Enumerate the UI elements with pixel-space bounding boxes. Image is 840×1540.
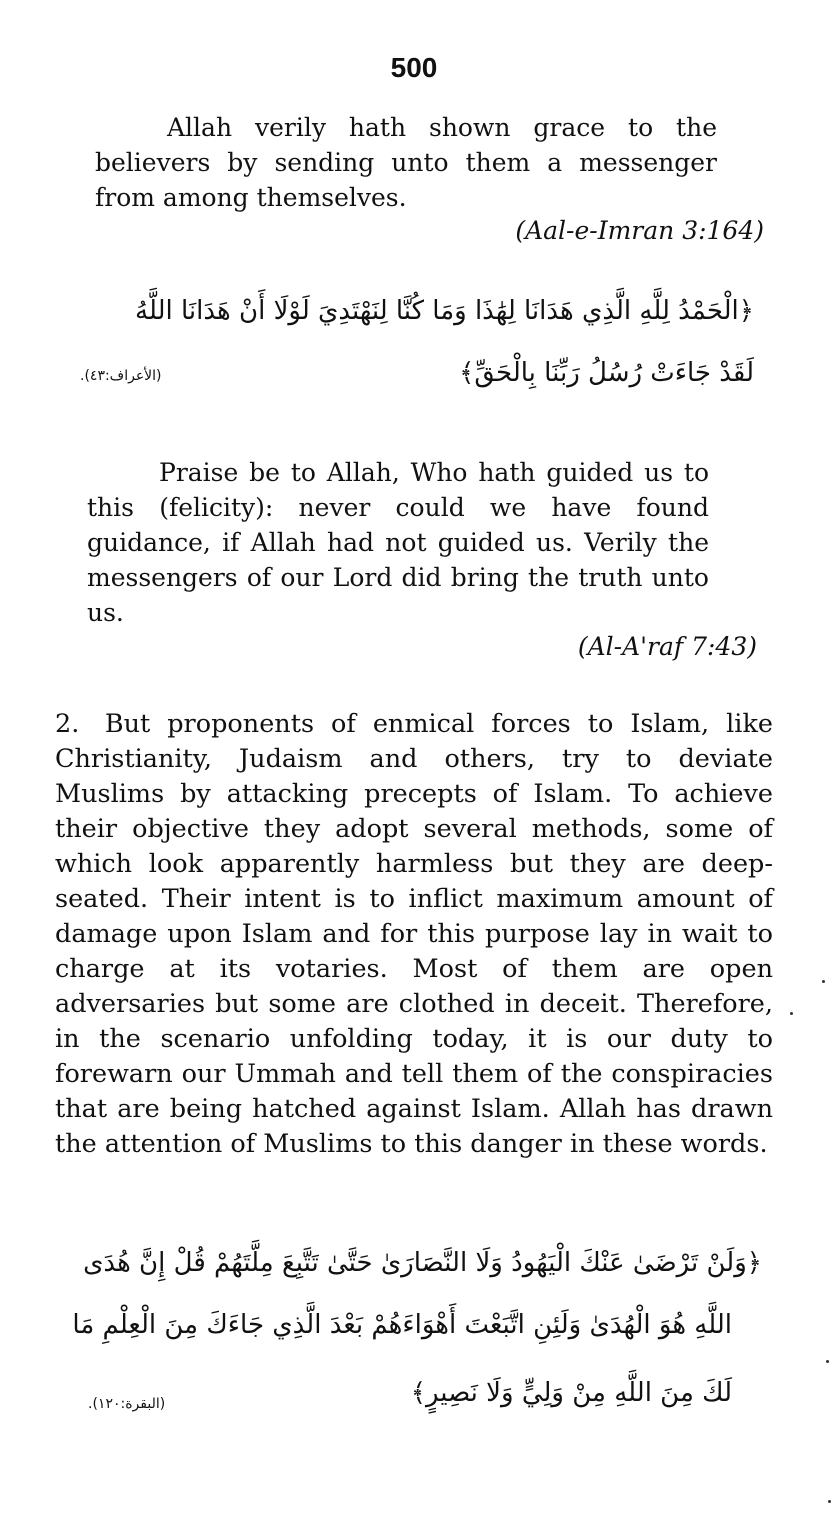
arabic-verse-al-baqarah-line3: لَكَ مِنَ اللَّهِ مِنْ وَلِيٍّ وَلَا نَصِيرٍ﴾	[410, 1378, 732, 1408]
arabic-verse-al-araf-line2: لَقَدْ جَاءَتْ رُسُلُ رَبِّنَا بِالْحَقِّ﴾	[459, 358, 754, 388]
arabic-verse-al-baqarah-line2: اللَّهِ هُوَ الْهُدَىٰ وَلَئِنِ اتَّبَعْتَ أَهْوَاءَهُمْ بَعْدَ الَّذِي جَاءَكَ مِنَ الْعِلْمِ مَا	[72, 1310, 732, 1340]
body-paragraph-2: 2. But proponents of enmical forces to Islam, like Christianity, Judaism and others, try to deviate Muslims by attacking precepts of Islam. To achieve their objective they adopt several methods, some of which look apparently harmless but they are deep-seated. Their intent is to inflict maximum amount of damage upon Islam and for this purpose lay in wait to charge at its votaries. Most of them are open adversaries but some are clothed in deceit. Therefore, in the scenario unfolding today, it is our duty to forewarn our Ummah and tell them of the conspiracies that are being hatched against Islam. Allah has drawn the attention of Muslims to this danger in these words.	[55, 709, 773, 1159]
verse-translation-aal-e-imran: Allah verily hath shown grace to the believers by sending unto them a messenger from among themselves.	[95, 113, 717, 212]
scan-speck	[828, 1500, 831, 1503]
page-number: 500	[390, 52, 438, 83]
scan-speck	[822, 980, 825, 983]
scan-speck	[826, 1360, 829, 1363]
arabic-reference-al-araf: (الأعراف:٤٣).	[80, 368, 162, 384]
scan-speck	[790, 1012, 793, 1015]
arabic-verse-al-baqarah-line1: ﴿وَلَنْ تَرْضَىٰ عَنْكَ الْيَهُودُ وَلَا النَّصَارَىٰ حَتَّىٰ تَتَّبِعَ مِلَّتَهُمْ قُلْ إِنَّ هُدَى	[83, 1248, 762, 1278]
citation-aal-e-imran: (Aal-e-Imran 3:164)	[515, 216, 764, 245]
verse-translation-al-araf: Praise be to Allah, Who hath guided us to this (felicity): never could we have found guidance, if Allah had not guided us. Verily the messengers of our Lord did bring the truth unto us.	[87, 458, 709, 627]
citation-al-araf: (Al-A'raf 7:43)	[577, 632, 757, 661]
arabic-verse-al-araf-line1: ﴿الْحَمْدُ لِلَّهِ الَّذِي هَدَانَا لِهَٰذَا وَمَا كُنَّا لِنَهْتَدِيَ لَوْلَا أَنْ هَدَانَا اللَّهُ	[135, 296, 754, 326]
arabic-reference-al-baqarah: (البقرة:١٢٠).	[88, 1396, 166, 1412]
